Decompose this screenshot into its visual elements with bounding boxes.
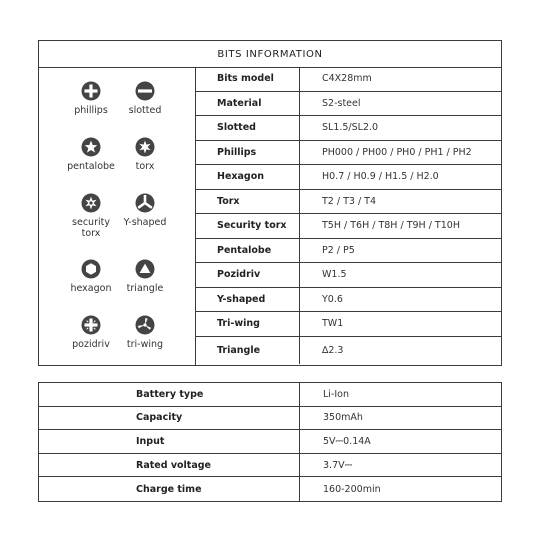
spec-value: H0.7 / H0.9 / H1.5 / H2.0: [322, 171, 439, 183]
battery-value: 350mAh: [323, 412, 363, 424]
spec-value: T5H / T6H / T8H / T9H / T10H: [322, 220, 460, 232]
icon-cell-tri-wing: [115, 315, 175, 350]
table-row: [39, 383, 501, 407]
table-row: [195, 263, 501, 288]
battery-table: [38, 382, 502, 502]
table-row: [195, 67, 501, 92]
battery-value: Li-Ion: [323, 388, 349, 400]
battery-key: Capacity: [39, 407, 300, 430]
spec-value: C4X28mm: [322, 73, 372, 85]
spec-value: W1.5: [322, 269, 347, 281]
table-row: [195, 239, 501, 264]
bits-spec-rows: [195, 67, 501, 365]
icon-label: hexagon: [70, 283, 112, 294]
battery-value: 160-200min: [323, 483, 381, 495]
icon-label: slotted: [128, 105, 162, 116]
spec-key: Bits model: [195, 67, 300, 91]
icon-cell-slotted: [115, 81, 175, 116]
battery-value: 3.7V⎓: [323, 459, 353, 471]
spec-key: Phillips: [195, 141, 300, 165]
slotted-icon: [135, 81, 155, 101]
icon-label: torx: [135, 161, 155, 172]
pozidriv-icon: [81, 315, 101, 335]
bit-icons-panel: [39, 67, 196, 365]
icon-cell-triangle: [115, 259, 175, 294]
table-row: [195, 337, 501, 364]
spec-value: SL1.5/SL2.0: [322, 122, 379, 134]
icon-label: tri-wing: [126, 339, 164, 350]
spec-value: S2-steel: [322, 97, 361, 109]
table-row: [195, 165, 501, 190]
spec-key: Hexagon: [195, 165, 300, 189]
icon-label: triangle: [126, 283, 164, 294]
icon-cell-security-torx: [61, 193, 121, 239]
icon-label: pozidriv: [72, 339, 110, 350]
table-row: [39, 454, 501, 478]
spec-key: Y-shaped: [195, 288, 300, 312]
spec-key: Torx: [195, 190, 300, 214]
icon-cell-pozidriv: [61, 315, 121, 350]
y-shaped-icon: [135, 193, 155, 213]
icon-cell-hexagon: [61, 259, 121, 294]
icon-cell-phillips: [61, 81, 121, 116]
bits-information-title: BITS INFORMATION: [39, 41, 501, 68]
spec-value: T2 / T3 / T4: [322, 195, 377, 207]
spec-key: Triangle: [195, 337, 300, 364]
spec-key: Material: [195, 92, 300, 116]
phillips-icon: [81, 81, 101, 101]
battery-key: Charge time: [39, 477, 300, 501]
table-row: [39, 477, 501, 501]
spec-value: ∆2.3: [322, 344, 344, 356]
icon-cell-y-shaped: [115, 193, 175, 228]
icon-cell-torx: [115, 137, 175, 172]
spec-key: Pozidriv: [195, 263, 300, 287]
torx-icon: [135, 137, 155, 157]
pentalobe-icon: [81, 137, 101, 157]
battery-value: 5V⎓0.14A: [323, 435, 371, 447]
spec-value: TW1: [322, 318, 344, 330]
table-row: [195, 190, 501, 215]
spec-value: P2 / P5: [322, 244, 355, 256]
icon-label: phillips: [74, 105, 108, 116]
security-torx-icon: [81, 193, 101, 213]
table-row: [195, 214, 501, 239]
bits-information-table: [38, 40, 502, 366]
triangle-icon: [135, 259, 155, 279]
icon-label: security torx: [72, 217, 110, 239]
spec-key: Security torx: [195, 214, 300, 238]
battery-key: Rated voltage: [39, 454, 300, 477]
table-row: [195, 92, 501, 117]
table-row: [195, 141, 501, 166]
battery-key: Input: [39, 430, 300, 453]
spec-value: PH000 / PH00 / PH0 / PH1 / PH2: [322, 146, 472, 158]
spec-key: Tri-wing: [195, 312, 300, 336]
table-row: [39, 407, 501, 431]
icon-label: Y-shaped: [123, 217, 167, 228]
spec-key: Slotted: [195, 116, 300, 140]
spec-key: Pentalobe: [195, 239, 300, 263]
battery-key: Battery type: [39, 383, 300, 406]
icon-label: pentalobe: [67, 161, 115, 172]
hexagon-icon: [81, 259, 101, 279]
table-row: [39, 430, 501, 454]
tri-wing-icon: [135, 315, 155, 335]
icon-cell-pentalobe: [61, 137, 121, 172]
table-row: [195, 312, 501, 337]
spec-value: Y0.6: [322, 293, 343, 305]
table-row: [195, 116, 501, 141]
table-row: [195, 288, 501, 313]
